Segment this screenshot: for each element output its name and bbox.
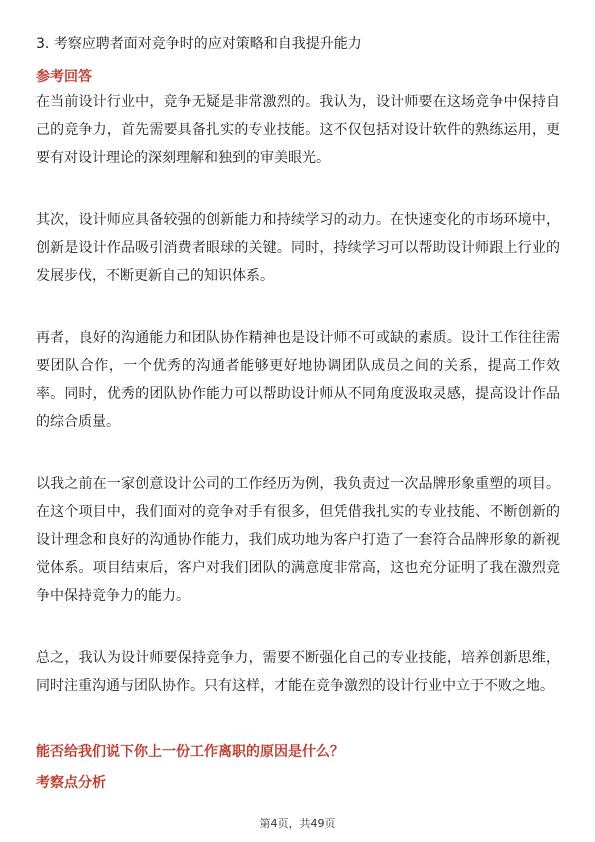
next-question-title: 能否给我们说下你上一份工作离职的原因是什么？ xyxy=(36,744,344,760)
answer-paragraph: 总之，我认为设计师要保持竞争力，需要不断强化自己的专业技能，培养创新思维，同时注重沟通与团队协作。只有这样，才能在竞争激烈的设计行业中立于不败之地。 xyxy=(36,650,560,694)
answer-paragraph: 以我之前在一家创意设计公司的工作经历为例，我负责过一次品牌形象重塑的项目。在这个项目中，我们面对的竞争对手有很多，但凭借我扎实的专业技能、不断创新的设计理念和良好的沟通协作能力，我们成功地为客户打造了一套符合品牌形象的新视觉体系。项目结束后，客户对我们团队的满意度非常高，这也充分证明了我在激烈竞争中保持竞争力的能力。 xyxy=(36,476,560,604)
page-number: 第4页，共49页 xyxy=(259,817,336,830)
answer-paragraph: 在当前设计行业中，竞争无疑是非常激烈的。我认为，设计师要在这场竞争中保持自己的竞争力，首先需要具备扎实的专业技能。这不仅包括对设计软件的熟练运用，更要有对设计理论的深刻理解和独到的审美眼光。 xyxy=(36,94,560,166)
answer-paragraph: 其次，设计师应具备较强的创新能力和持续学习的动力。在快速变化的市场环境中，创新是设计作品吸引消费者眼球的关键。同时，持续学习可以帮助设计师跟上行业的发展步伐，不断更新自己的知识体系。 xyxy=(36,212,560,284)
analysis-label: 考察点分析 xyxy=(36,775,106,791)
question-title: 3. 考察应聘者面对竞争时的应对策略和自我提升能力 xyxy=(36,36,362,52)
answer-paragraph: 再者，良好的沟通能力和团队协作精神也是设计师不可或缺的素质。设计工作往往需要团队合作，一个优秀的沟通者能够更好地协调团队成员之间的关系，提高工作效率。同时，优秀的团队协作能力可以帮助设计师从不同角度汲取灵感，提高设计作品的综合质量。 xyxy=(36,330,560,430)
answer-label: 参考回答 xyxy=(36,69,92,85)
